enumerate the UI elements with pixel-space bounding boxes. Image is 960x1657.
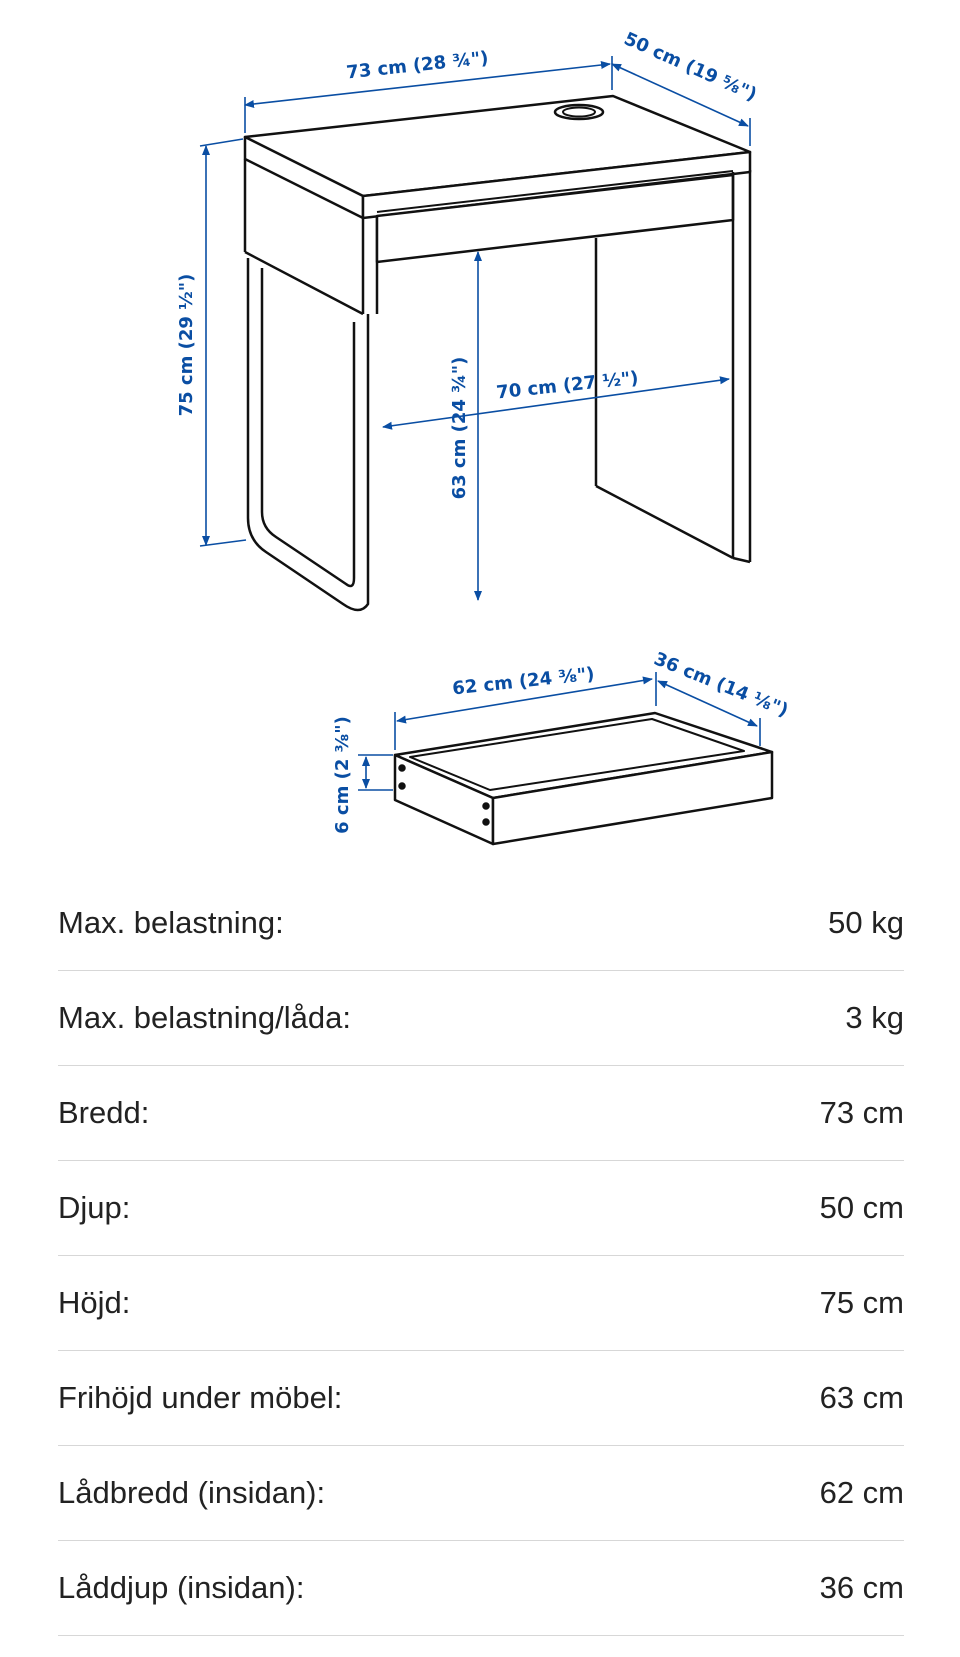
desk-width-label: 73 cm (28 ¾") (345, 47, 490, 84)
spec-label: Max. belastning/låda: (58, 1000, 351, 1035)
spec-value: 36 cm (819, 1570, 904, 1605)
spec-value: 75 cm (819, 1285, 904, 1320)
spec-value: 73 cm (819, 1095, 904, 1130)
desk-height-label: 75 cm (29 ½") (176, 273, 197, 417)
spec-label: Frihöjd under möbel: (58, 1380, 343, 1415)
spec-row-height (58, 1256, 904, 1351)
spec-row-max-load-drawer (58, 971, 904, 1066)
spec-value: 63 cm (819, 1380, 904, 1415)
desk-depth-label: 50 cm (19 ⅝") (620, 28, 760, 106)
spec-row-depth (58, 1161, 904, 1256)
spec-value: 50 kg (828, 905, 904, 940)
spec-label: Låddjup (insidan): (58, 1570, 305, 1605)
spec-label: Max. belastning: (58, 905, 284, 940)
spec-row-drawer-width (58, 1446, 904, 1541)
desk-illustration (245, 96, 750, 610)
desk-inner-width-label: 70 cm (27 ½") (495, 367, 640, 404)
spec-value: 62 cm (819, 1475, 904, 1510)
spec-value: 3 kg (845, 1000, 904, 1035)
drawer-depth-label: 36 cm (14 ⅛") (650, 648, 792, 722)
spec-row-drawer-depth (58, 1541, 904, 1636)
spec-label: Bredd: (58, 1095, 150, 1130)
spec-label: Höjd: (58, 1285, 131, 1320)
drawer-illustration (395, 713, 772, 844)
spec-row-width (58, 1066, 904, 1161)
drawer-width-label: 62 cm (24 ⅜") (451, 663, 596, 700)
spec-row-clearance (58, 1351, 904, 1446)
drawer-height-label: 6 cm (2 ⅜") (332, 716, 353, 834)
specifications-list (58, 876, 904, 1636)
desk-clearance-label: 63 cm (24 ¾") (449, 356, 470, 500)
spec-value: 50 cm (819, 1190, 904, 1225)
spec-label: Djup: (58, 1190, 131, 1225)
spec-row-max-load (58, 876, 904, 971)
spec-label: Lådbredd (insidan): (58, 1475, 326, 1510)
